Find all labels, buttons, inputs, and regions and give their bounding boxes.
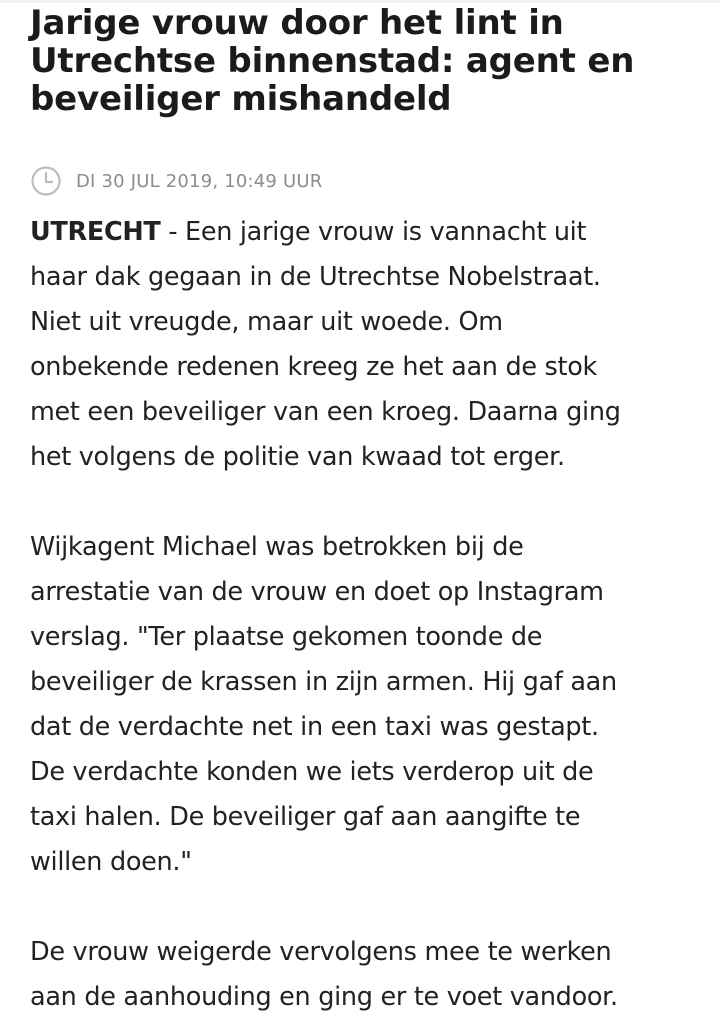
- paragraph-3: De vrouw weigerde vervolgens mee te werken aan de aanhouding en ging er te voet vandoor.: [30, 937, 618, 1012]
- paragraph-1: [30, 210, 700, 480]
- clock-icon: [30, 165, 62, 197]
- dateline: UTRECHT: [30, 217, 161, 247]
- paragraph-2: Wijkagent Michael was betrokken bij de arrestatie van de vrouw en doet op Instagram verslag. "Ter plaatse gekomen toonde de beveiliger de krassen in zijn armen. Hij gaf aan dat de verdachte net in een taxi was gestapt. De verdachte konden we iets verderop uit de taxi halen. De beveiliger gaf aan aangifte te willen doen.": [30, 532, 617, 877]
- article-meta: [30, 164, 700, 198]
- news-article: [30, 0, 700, 1020]
- paragraph-1-text: - Een jarige vrouw is vannacht uit haar dak gegaan in de Utrechtse Nobelstraat. Niet uit vreugde, maar uit woede. Om onbekende redenen kreeg ze het aan de stok met een beveiliger van een kroeg. Daarna ging het volgens de politie van kwaad tot erger.: [30, 217, 621, 472]
- article-headline: Jarige vrouw door het lint in Utrechtse binnenstad: agent en beveiliger mishandeld: [30, 3, 635, 119]
- article-body: [30, 210, 700, 1020]
- publish-timestamp: DI 30 JUL 2019, 10:49 UUR: [76, 170, 323, 192]
